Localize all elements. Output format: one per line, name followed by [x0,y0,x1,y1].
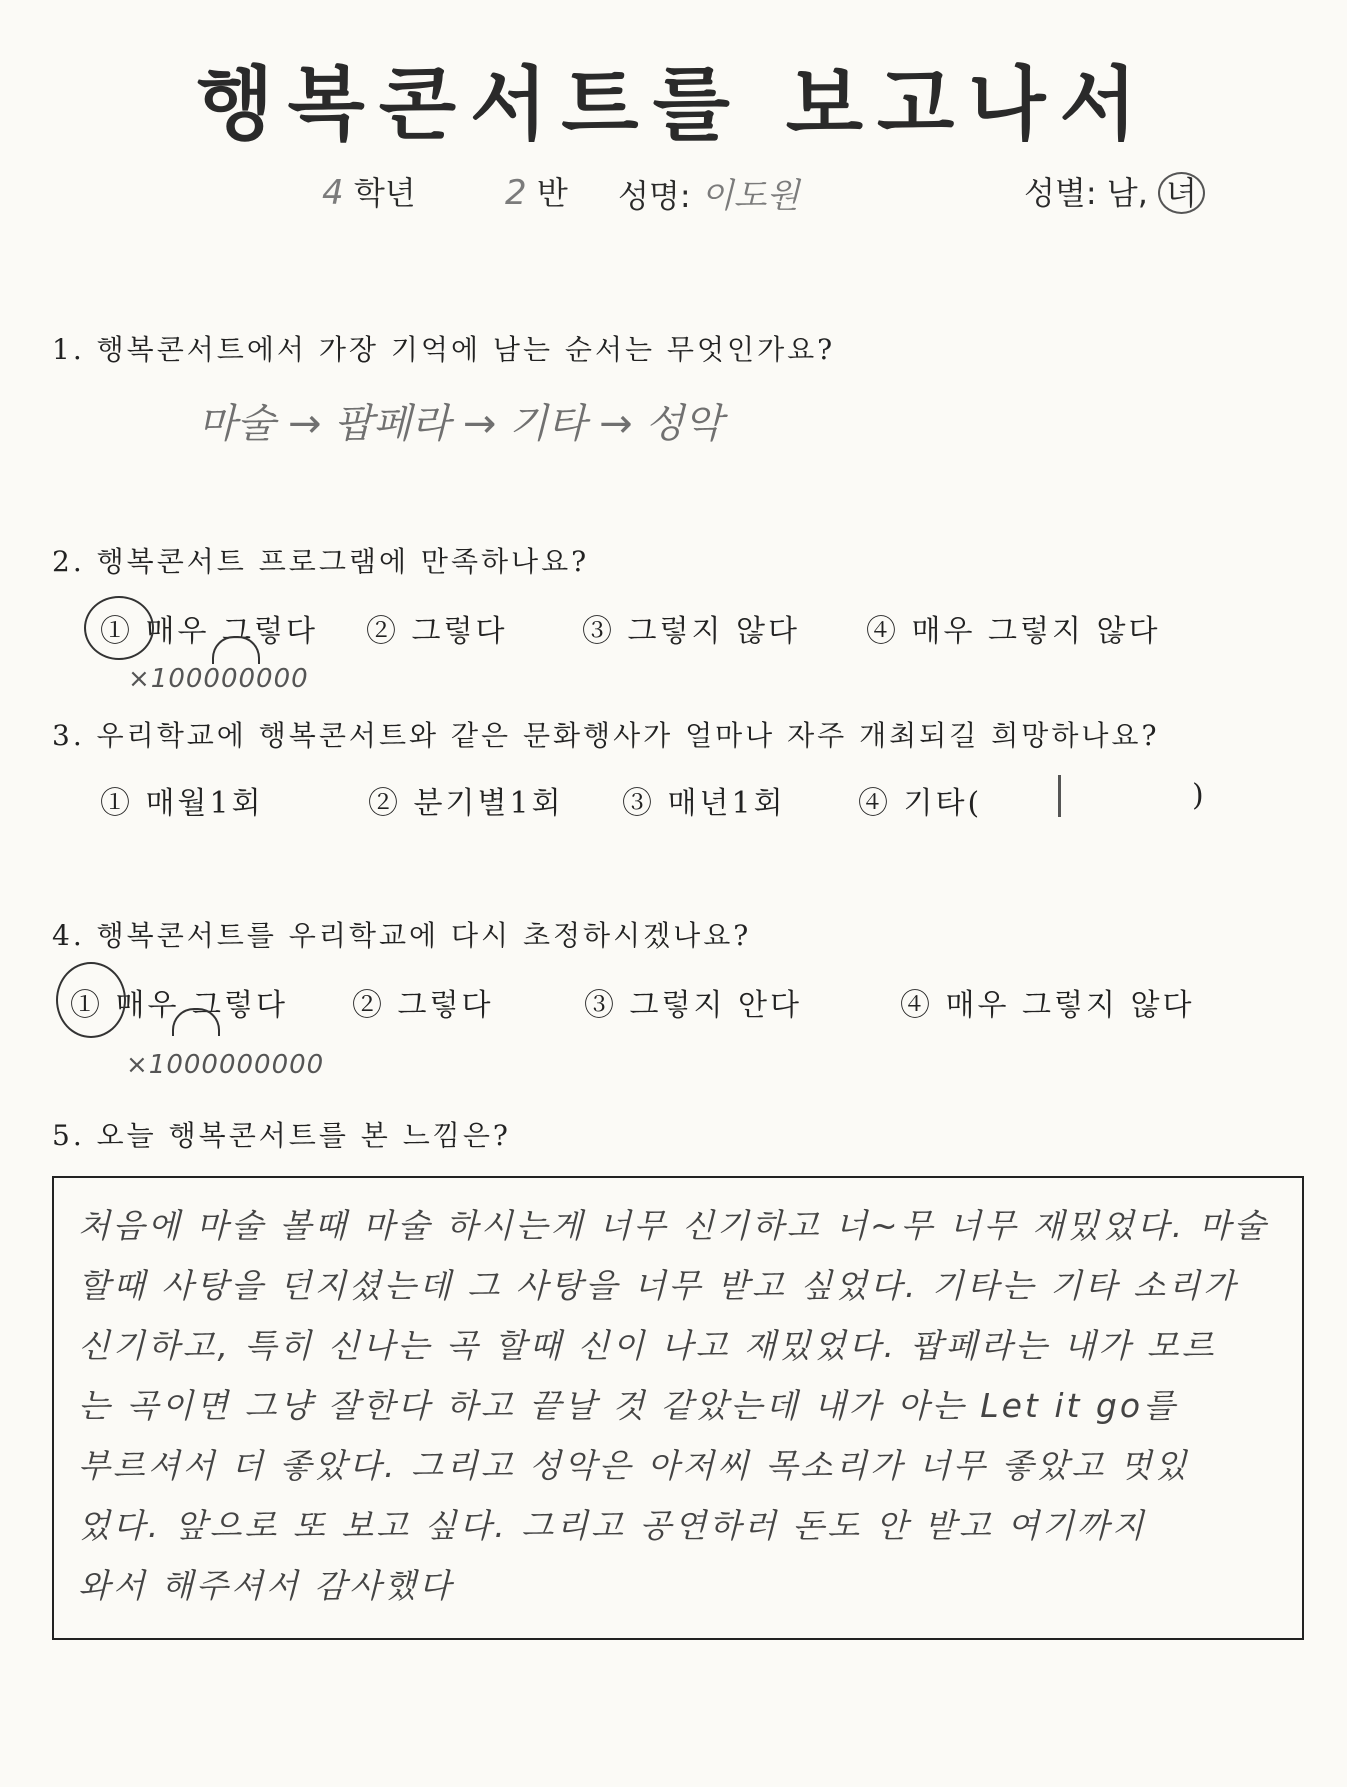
impression-line: 처음에 마술 볼때 마술 하시는게 너무 신기하고 너~무 너무 재밌었다. 마술 [78,1206,1269,1245]
q4-note: ×1000000000 [126,1050,325,1080]
class-label: 반 [536,174,568,212]
question-1: 1. 행복콘서트에서 가장 기억에 남는 순서는 무엇인가요? [52,333,836,366]
class-info [505,168,568,218]
q4-option-2: ② 그렇다 [352,988,494,1023]
grade-info [322,168,416,218]
question-2: 2. 행복콘서트 프로그램에 만족하나요? [52,545,590,578]
grade-value: 4 [322,173,344,213]
q3-option-4: ④ 기타( [858,786,983,821]
gender-info [1024,168,1205,218]
gender-label: 성별: 남, [1024,174,1148,212]
impression-line: 신기하고, 특히 신나는 곡 할때 신이 나고 재밌었다. 팝페라는 내가 모르 [78,1326,1217,1365]
answer-1: 마술 → 팝페라 → 기타 → 성악 [198,401,723,447]
q3-other-mark [1058,775,1061,817]
q4-selection-circle [56,962,126,1038]
q2-option-4: ④ 매우 그렇지 않다 [866,614,1161,649]
q3-option-1: ① 매월1회 [100,786,264,821]
q2-option-2: ② 그렇다 [366,614,508,649]
name-label: 성명: [618,177,691,215]
page-title: 행복콘서트를 보고나서 [196,58,1151,151]
q4-option-1: ① 매우 그렇다 [70,988,288,1023]
name-value: 이도원 [700,176,800,216]
q3-option-4-close: ) [1192,778,1207,813]
question-3: 3. 우리학교에 행복콘서트와 같은 문화행사가 얼마나 자주 개최되길 희망하나요? [52,719,1160,752]
impression-line: 할때 사탕을 던지셨는데 그 사탕을 너무 받고 싶었다. 기타는 기타 소리가 [78,1266,1238,1305]
q3-option-2: ② 분기별1회 [368,786,564,821]
q4-option-3: ③ 그렇지 안다 [584,988,802,1023]
class-value: 2 [505,173,527,213]
q2-option-3: ③ 그렇지 않다 [582,614,800,649]
q2-selection-circle [84,596,154,660]
q2-option-1: ① 매우 그렇다 [100,614,318,649]
q2-note: ×100000000 [128,664,309,694]
impression-line: 와서 해주셔서 감사했다 [78,1566,454,1605]
impression-line: 부르셔서 더 좋았다. 그리고 성악은 아저씨 목소리가 너무 좋았고 멋있 [78,1446,1190,1485]
gender-selected: 녀 [1158,172,1205,214]
impression-box [52,1176,1304,1640]
question-5: 5. 오늘 행복콘서트를 본 느낌은? [52,1119,511,1152]
impression-line: 는 곡이면 그냥 잘한다 하고 끝날 것 같았는데 내가 아는 Let it go를 [78,1386,1178,1425]
impression-line: 었다. 앞으로 또 보고 싶다. 그리고 공연하러 돈도 안 받고 여기까지 [78,1506,1147,1545]
q3-option-3: ③ 매년1회 [622,786,786,821]
grade-label: 학년 [353,174,416,212]
q4-option-4: ④ 매우 그렇지 않다 [900,988,1195,1023]
name-info [618,168,799,218]
question-4: 4. 행복콘서트를 우리학교에 다시 초정하시겠나요? [52,919,752,952]
